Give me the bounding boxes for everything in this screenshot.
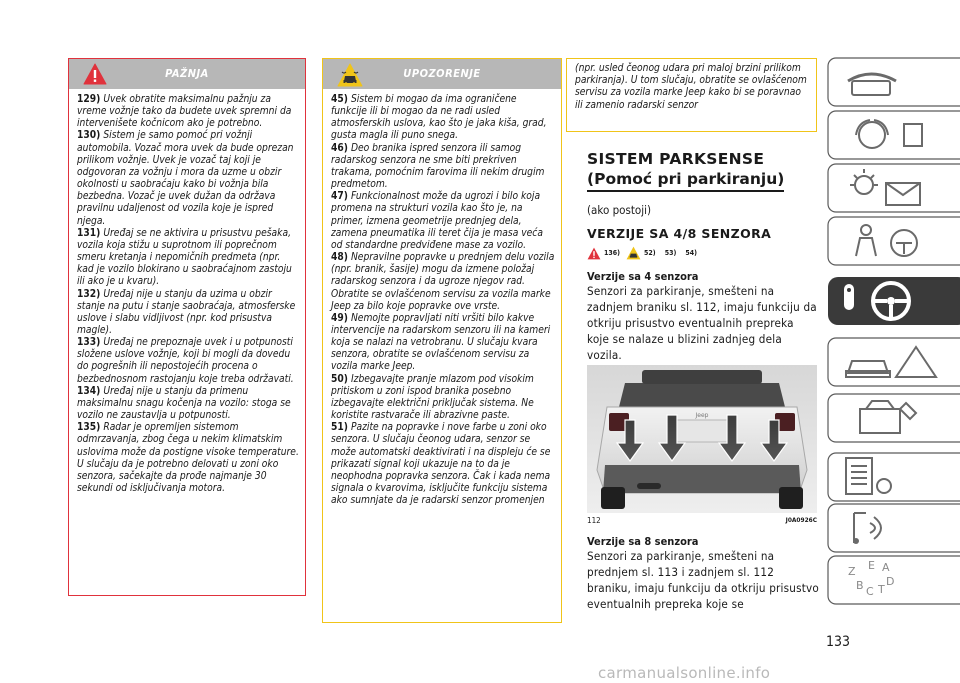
caution-title: UPOZORENJE	[403, 67, 481, 80]
car-rear-sensors-figure	[587, 365, 817, 513]
caution-item: 45) Sistem bi mogao da ima ograničene funkcije ili bi mogao da ne radi usled atmosferskih uslova, kao što je jaka kiša, grad, gusta magla ili puno snega.	[331, 94, 547, 142]
caution-continuation-box	[566, 58, 817, 132]
index-icon[interactable]	[826, 555, 960, 605]
caution-continuation-text: (npr. usled čeonog udara pri maloj brzini prilikom parkiranja). U tom slučaju, obratite se ovlašćenom servisu za vozila marke Jeep kako bi se poravnao ili zamenio radarski senzor	[575, 63, 807, 111]
page-number: 133	[826, 634, 851, 650]
eight-sensor-heading: Verzije sa 8 senzora	[587, 535, 699, 548]
svg-text:B: B	[856, 579, 864, 592]
dashboard-icon[interactable]	[826, 57, 960, 107]
svg-text:Jeep: Jeep	[695, 412, 709, 419]
eight-sensor-text: Senzori za parkiranje, smešteni na prednjem sl. 113 i zadnjem sl. 112 braniku, imaju funkciju da otkriju prisustvo eventualnih prepreka koje se	[587, 549, 819, 611]
caution-ref[interactable]: 53)	[664, 249, 677, 257]
caution-item: 51) Pazite na popravke i nove farbe u zoni oko senzora. U slučaju čeonog udara, senzor se može automatski deaktivirati i na displeju će se prikazati signal koji ukazuje na to da je neophodna popravka senzora. Čak i kada nema signala o kvarovima, isključite funkciju sistema ako sumnjate da je radarski senzor promenjen	[331, 422, 551, 507]
maintenance-icon[interactable]	[826, 393, 960, 443]
warning-item: 135) Radar je opremljen sistemom odmrzavanja, zbog čega u nekim klimatskim uslovima može da postigne visoke temperature. U slučaju da je potrebno delovati u zoni oko senzora, sačekajte da prođe najmanje 30 sekundi od isključivanja motora.	[77, 422, 299, 494]
warning-ref[interactable]: 136)	[604, 249, 621, 257]
versions-heading: VERZIJE SA 4/8 SENZORA	[587, 226, 772, 241]
svg-text:T: T	[878, 583, 885, 596]
svg-text:E: E	[868, 559, 875, 572]
caution-list	[323, 89, 561, 507]
caution-item: 50) Izbegavajte pranje mlazom pod visokim pritiskom u zoni ispod branika posebno izbegavajte električni priključak sistema. Ne koristite rastvarače ili abrazivne paste.	[331, 373, 534, 422]
warning-title: PAŽNJA	[165, 67, 209, 80]
warning-box	[68, 58, 306, 596]
figure-caption	[587, 516, 817, 525]
warning-item: 133) Uređaj ne prepoznaje uvek i u potpunosti složene uslove vožnje, koji bi mogli da dovedu do pogrešnih ili nepostojećih procena o bezbednosnom rastojanju koje treba održavati.	[77, 337, 294, 385]
svg-text:D: D	[886, 575, 895, 588]
warning-item: 132) Uređaj nije u stanju da uzima u obzir stanje na putu i stanje saobraćaja, atmosferske uslove i slabu vidljivost (npr. kod prisustva magle).	[77, 288, 296, 336]
svg-text:C: C	[866, 585, 874, 598]
caution-item: 48) Nepravilne popravke u prednjem delu vozila (npr. branik, šasije) mogu da izmene položaj radarskog senzora i da ugroze njegov rad. Obratite se ovlašćenom servisu za vozila marke Jeep za bilo koje popravke ove vrste.	[331, 252, 555, 312]
caution-item: 46) Deo branika ispred senzora ili samog radarskog senzora ne sme biti prekriven trakama, pomoćnim farovima ili nekim drugim predmetom.	[331, 142, 545, 191]
caution-ref[interactable]: 52)	[644, 249, 656, 257]
caution-item: 47) Funkcionalnost može da ugrozi i bilo koja promena na strukturi vozila kao što je, na primer, izmena geometrije prednjeg dela, zamena pneumatika ili teret čija je masa veća od standardne predviđene mase za vozilo.	[331, 191, 543, 251]
caution-item: 49) Nemojte popravljati niti vršiti bilo kakve intervencije na radarskom senzoru ili na kameri koja se nalazi na vetrobranu. U slučaju kvara senzora, obratite se ovlašćenom servisu za vozila marke Jeep.	[331, 312, 551, 373]
four-sensor-text: Senzori za parkiranje, smešteni na zadnjem braniku sl. 112, imaju funkciju da otkriju prisustvo eventualnih prepreka koje se nalaze u blizini zadnjeg dela vozila.	[587, 284, 817, 362]
warning-item: 131) Uređaj se ne aktivira u prisustvu pešaka, vozila koja stižu u suprotnom ili poprečnom smeru kretanja i nepomičnih predmeta (npr. kad je vozilo blokirano u saobraćajnom zastoju ili ako je u kvaru).	[77, 227, 292, 288]
section-subtitle: (Pomoć pri parkiranju)	[587, 170, 784, 192]
car-caution-icon	[626, 246, 641, 260]
warning-list	[69, 89, 305, 495]
four-sensor-heading: Verzije sa 4 senzora	[587, 270, 699, 283]
climate-lights-icon[interactable]	[826, 163, 960, 213]
starting-driving-icon[interactable]	[826, 276, 960, 326]
warning-header	[69, 59, 305, 89]
reference-row	[587, 244, 819, 262]
warning-triangle-icon	[587, 247, 601, 260]
warning-lights-icon[interactable]	[826, 110, 960, 160]
figure-number: 112	[587, 516, 601, 525]
caution-ref[interactable]: 54)	[685, 249, 697, 257]
safety-icon[interactable]	[826, 216, 960, 266]
warning-item: 129) Uvek obratite maksimalnu pažnju za vreme vožnje tako da budete uvek spremni da intervenišete kočnicom ako je potrebno.	[77, 94, 292, 130]
watermark: carmanualsonline.info	[598, 664, 771, 682]
warning-item: 134) Uređaj nije u stanju da primenu maksimalnu snagu kočenja na vozilo: stoga se vozilo ne zaustavlja u potpunosti.	[77, 385, 291, 422]
warning-item: 130) Sistem je samo pomoć pri vožnji automobila. Vozač mora uvek da bude oprezan prilikom vožnje. Uvek je vozač taj koji je odgovoran za vožnju i mora da uzme u obzir okolnosti u saobraćaju kako bi vožnja bila bezbedna. Vozač je uvek dužan da održava pravilnu udaljenost od vozila koje je ispred njega.	[77, 130, 294, 227]
caution-header	[323, 59, 561, 89]
svg-text:A: A	[882, 561, 890, 574]
availability-note: (ako postoji)	[587, 203, 652, 217]
parksense-section	[587, 150, 819, 363]
eight-sensor-section	[587, 535, 819, 612]
figure-code: J0A0926C	[785, 516, 817, 524]
emergency-icon[interactable]	[826, 337, 960, 387]
technical-data-icon[interactable]	[826, 452, 960, 502]
multimedia-icon[interactable]	[826, 503, 960, 553]
caution-box	[322, 58, 562, 623]
section-title: SISTEM PARKSENSE	[587, 150, 765, 168]
svg-text:Z: Z	[848, 565, 856, 578]
